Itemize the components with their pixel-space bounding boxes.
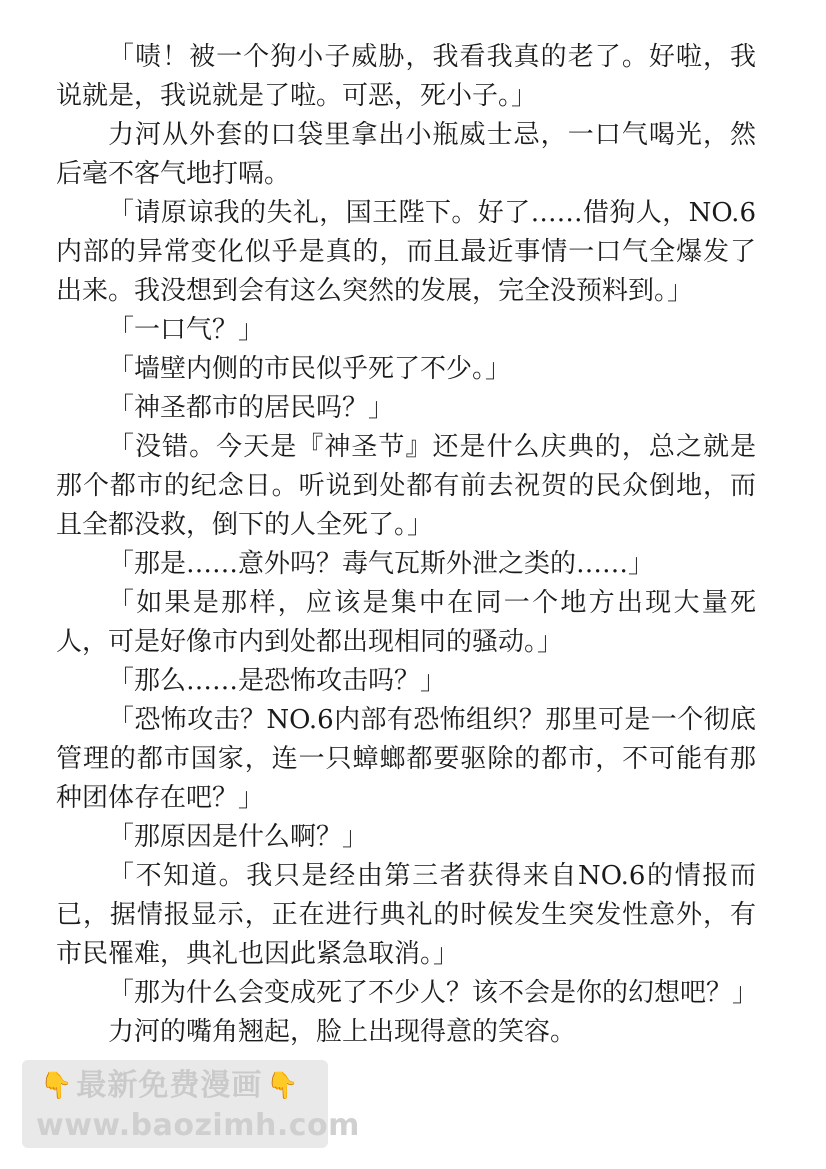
watermark-title-row [40, 1066, 299, 1106]
watermark-badge [22, 1060, 360, 1148]
paragraph: 「那么……是恐怖攻击吗？」 [108, 666, 447, 696]
paragraph: 「恐怖攻击？NO.6内部有恐怖组织？那里可是一个彻底管理的都市国家，连一只蟑螂都要驱除的都市，不可能有那种团体存在吧？」 [56, 705, 756, 813]
paragraph: 力河从外套的口袋里拿出小瓶威士忌，一口气喝光，然后毫不客气地打嗝。 [56, 120, 756, 189]
paragraph: 「那原因是什么啊？」 [108, 822, 369, 852]
paragraph: 「啧！被一个狗小子威胁，我看我真的老了。好啦，我说就是，我说就是了啦。可恶，死小子。」 [56, 42, 756, 111]
paragraph: 「没错。今天是『神圣节』还是什么庆典的，总之就是那个都市的纪念日。听说到处都有前去祝贺的民众倒地，而且全都没救，倒下的人全死了。」 [56, 432, 756, 540]
paragraph: 「墙壁内侧的市民似乎死了不少。」 [108, 354, 512, 384]
paragraph: 力河的嘴角翘起，脸上出现得意的笑容。 [108, 1017, 577, 1047]
paragraph: 「那为什么会变成死了不少人？该不会是你的幻想吧？」 [108, 978, 759, 1008]
paragraph: 「请原谅我的失礼，国王陛下。好了……借狗人，NO.6内部的异常变化似乎是真的，而且最近事情一口气全爆发了出来。我没想到会有这么突然的发展，完全没预料到。」 [56, 198, 756, 306]
paragraph: 「如果是那样，应该是集中在同一个地方出现大量死人，可是好像市内到处都出现相同的骚动。」 [56, 588, 756, 657]
watermark-title: 最新免费漫画 [76, 1068, 263, 1103]
paragraph: 「不知道。我只是经由第三者获得来自NO.6的情报而已，据情报显示，正在进行典礼的时候发生突发性意外，有市民罹难，典礼也因此紧急取消。」 [56, 861, 756, 969]
paragraph: 「那是……意外吗？毒气瓦斯外泄之类的……」 [108, 549, 655, 579]
paragraph: 「神圣都市的居民吗？」 [108, 393, 395, 423]
body-text [56, 38, 759, 1052]
pointing-down-hand-icon: 👇 [40, 1071, 73, 1101]
watermark-url: www.baozimh.com [36, 1108, 360, 1143]
pointing-down-hand-icon: 👇 [266, 1071, 299, 1101]
paragraph: 「一口气？」 [108, 315, 265, 345]
